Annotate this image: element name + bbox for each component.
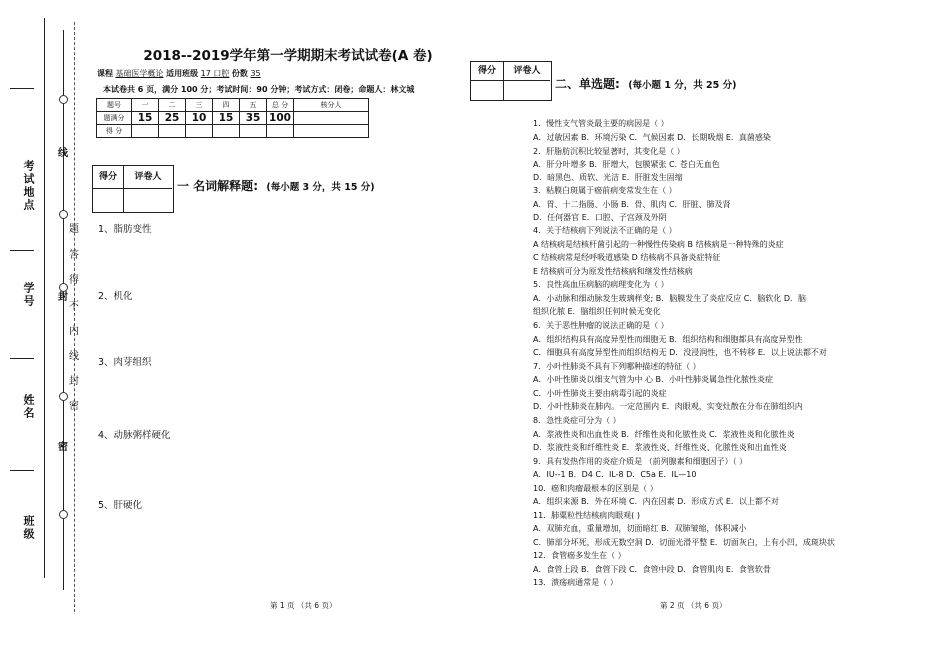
question-line: A．肝分叶增多 B．肝增大，包膜紧张 C. 苍白无血色 bbox=[533, 160, 720, 169]
score-cell[interactable] bbox=[240, 125, 267, 138]
score-cell[interactable] bbox=[159, 125, 186, 138]
score-cell: 题满分 bbox=[97, 112, 132, 125]
student-id-label: 学号 bbox=[22, 282, 35, 308]
question-line: C．小叶性肺炎主要由病毒引起的炎症 bbox=[533, 389, 667, 398]
score-cell: 二 bbox=[159, 99, 186, 112]
section1-heading: 一 名词解释题: (每小题 3 分，共 15 分) bbox=[177, 179, 375, 193]
name-label: 姓名 bbox=[22, 394, 35, 420]
blank-line bbox=[10, 88, 34, 89]
question-line: C 结核病常是经呼吸道感染 D 结核病不具备炎症特征 bbox=[533, 253, 721, 262]
question-line: 1．慢性支气管炎最主要的病因是（ ） bbox=[533, 119, 669, 128]
exam-title: 2018--2019学年第一学期期末考试试卷(A 卷) bbox=[143, 48, 433, 64]
binding-line-middle bbox=[63, 30, 64, 590]
question-line: A．双肺充血，重量增加，切面暗红 B．双肺皱缩，体积减小 bbox=[533, 524, 747, 533]
score-cell[interactable] bbox=[186, 125, 213, 138]
question-line: 5．良性高血压病脑的病理变化为（ ） bbox=[533, 280, 669, 289]
page-footer-right: 第 2 页 （共 6 页） bbox=[660, 601, 727, 610]
question-line: 4．关于结核病下列说法不正确的是（ ） bbox=[533, 226, 677, 235]
side-text-char: 不 bbox=[69, 301, 79, 312]
seal-line-char: 线 bbox=[58, 148, 68, 159]
question-line: 3．粘膜白斑属于癌前病变常发生在（ ） bbox=[533, 186, 677, 195]
question-line: D．任何器官 E．口腔、子宫颈及外阴 bbox=[533, 213, 667, 222]
score-cell: 一 bbox=[132, 99, 159, 112]
score-header: 得分 bbox=[93, 166, 124, 189]
score-table-row bbox=[97, 112, 369, 125]
binding-hole-icon bbox=[59, 283, 68, 292]
score-cell: 四 bbox=[213, 99, 240, 112]
side-text-char: 得 bbox=[69, 275, 79, 286]
score-cell: 25 bbox=[159, 112, 186, 125]
grader-header: 评卷人 bbox=[124, 166, 172, 189]
question-line: 2．肝脂肪沉积比较显著时，其变化是（ ） bbox=[533, 147, 685, 156]
side-text-char: 密 bbox=[69, 401, 79, 412]
term-item: 2、机化 bbox=[98, 291, 133, 302]
term-item: 3、肉芽组织 bbox=[98, 357, 152, 368]
score-table-row bbox=[97, 125, 369, 138]
binding-hole-icon bbox=[59, 392, 68, 401]
score-cell: 五 bbox=[240, 99, 267, 112]
question-line: 组织化脓 E．脑组织任何时候无变化 bbox=[533, 307, 661, 316]
question-line: 11．肺粟粒性结核病肉眼观( ) bbox=[533, 511, 640, 520]
question-line: 10．癌和肉瘤最根本的区别是（ ） bbox=[533, 484, 658, 493]
class-label: 班级 bbox=[22, 515, 35, 541]
score-cell: 核分人 bbox=[294, 99, 369, 112]
binding-hole-icon bbox=[59, 95, 68, 104]
side-text-char: 题 bbox=[69, 224, 79, 235]
score-cell: 10 bbox=[186, 112, 213, 125]
score-cell[interactable] bbox=[132, 125, 159, 138]
section2-title: 二、单选题 bbox=[555, 77, 616, 91]
binding-line-dashed bbox=[74, 22, 75, 612]
question-line: 8．急性炎症可分为（ ） bbox=[533, 416, 621, 425]
course-info-line bbox=[97, 68, 261, 79]
question-line: A．IU--1 B．D4 C．IL-8 D．C5a E．IL—10 bbox=[533, 470, 697, 479]
grader-box-section1 bbox=[92, 165, 174, 213]
question-line: A．浆液性炎和出血性炎 B．纤维性炎和化脓性炎 C．浆液性炎和化脓性炎 bbox=[533, 430, 795, 439]
question-line: D．浆液性炎和纤维性炎 E．浆液性炎、纤维性炎、化脓性炎和出血性炎 bbox=[533, 443, 787, 452]
grader-box-section2 bbox=[470, 61, 552, 101]
question-line: E 结核病可分为原发性结核病和继发性结核病 bbox=[533, 267, 693, 276]
question-line: A．食管上段 B．食管下段 C．食管中段 D．食管肌肉 E．食管软骨 bbox=[533, 565, 771, 574]
score-cell: 100 bbox=[267, 112, 294, 125]
question-line: D．小叶性肺炎在肺内。一定范围内 E．肉眼观，实变灶散在分布在肺组织内 bbox=[533, 402, 803, 411]
question-line: C．细胞具有高度异型性而组织结构无 D．没浸润性，也不转移 E．以上说法都不对 bbox=[533, 348, 827, 357]
class-applicable-label: 适用班级 bbox=[166, 69, 199, 78]
binding-hole-icon bbox=[59, 510, 68, 519]
score-table bbox=[96, 98, 369, 138]
exam-info-line: 本试卷共 6 页，满分 100 分；考试时间：90 分钟；考试方式：闭卷；命题人：林文城 bbox=[103, 85, 415, 94]
course-label: 课程 bbox=[97, 69, 113, 78]
seal-seal-char: 封 bbox=[58, 292, 68, 303]
blank-line bbox=[10, 470, 34, 471]
copies-label: 份数 bbox=[231, 69, 248, 78]
blank-line bbox=[10, 358, 34, 359]
question-line: A．小叶性肺炎以细支气管为中 心 B．小叶性肺炎属急性化脓性炎症 bbox=[533, 375, 774, 384]
binding-line-outer bbox=[44, 18, 45, 578]
section1-note: (每小题 3 分，共 15 分) bbox=[266, 182, 375, 193]
divider bbox=[123, 189, 124, 212]
question-line: A．组织来源 B．外在环境 C．内在因素 D．形成方式 E．以上都不对 bbox=[533, 497, 779, 506]
blank-line bbox=[10, 250, 34, 251]
question-line: A 结核病是结核杆菌引起的一种慢性传染病 B 结核病是一种特殊的炎症 bbox=[533, 240, 784, 249]
question-line: A．小动脉和细动脉发生玻璃样变; B．脑膜发生了炎症反应 C．脑软化 D．脑 bbox=[533, 294, 807, 303]
term-item: 1、脂肪变性 bbox=[98, 224, 152, 235]
divider bbox=[503, 81, 504, 100]
score-header: 得分 bbox=[471, 62, 504, 81]
question-line: 13．溃疡病通常是（ ） bbox=[533, 578, 618, 587]
score-cell bbox=[294, 112, 369, 125]
side-text-char: 线 bbox=[69, 351, 79, 362]
score-cell: 15 bbox=[213, 112, 240, 125]
question-line: 9．具有发热作用的炎症介质是 （前列腺素和细胞因子）（ ） bbox=[533, 457, 748, 466]
question-line: A．胃、十二指肠、小肠 B．骨、肌肉 C．肝脏、肺及肾 bbox=[533, 200, 731, 209]
copies-value: 35 bbox=[250, 69, 261, 78]
side-text-char: 答 bbox=[69, 250, 79, 261]
binding-margin bbox=[0, 0, 95, 658]
score-cell[interactable] bbox=[294, 125, 369, 138]
question-line: 7．小叶性肺炎不具有下列哪种描述的特征（ ） bbox=[533, 362, 701, 371]
score-cell[interactable] bbox=[213, 125, 240, 138]
binding-hole-icon bbox=[59, 210, 68, 219]
term-item: 5、肝硬化 bbox=[98, 500, 143, 511]
score-cell: 得 分 bbox=[97, 125, 132, 138]
question-line: C．肺部分坏死，形成无数空洞 D．切面光滑平整 E．切面灰白，上有小凹，成斑块状 bbox=[533, 538, 835, 547]
score-cell[interactable] bbox=[267, 125, 294, 138]
score-table-row bbox=[97, 99, 369, 112]
question-line: 6．关于恶性肿瘤的说法正确的是（ ） bbox=[533, 321, 669, 330]
section2-heading: 二、单选题: (每小题 1 分，共 25 分) bbox=[555, 77, 737, 91]
section2-note: (每小题 1 分，共 25 分) bbox=[628, 80, 737, 91]
question-line: A．过敏因素 B．环境污染 C．气候因素 D．长期吸烟 E．真菌感染 bbox=[533, 133, 771, 142]
section1-title: 一 名词解释题 bbox=[177, 179, 254, 193]
grader-header: 评卷人 bbox=[504, 62, 550, 81]
question-line: 12．食管癌多发生在（ ） bbox=[533, 551, 626, 560]
question-line: D．暗黑色、质软、光洁 E．肝脏发生固缩 bbox=[533, 173, 683, 182]
term-item: 4、动脉粥样硬化 bbox=[98, 430, 171, 441]
score-cell: 总 分 bbox=[267, 99, 294, 112]
score-cell: 三 bbox=[186, 99, 213, 112]
side-text-char: 内 bbox=[69, 326, 79, 337]
side-text-char: 封 bbox=[69, 376, 79, 387]
question-line: A．组织结构具有高度异型性而细胞无 B．组织结构和细胞都具有高度异型性 bbox=[533, 335, 803, 344]
score-cell: 题号 bbox=[97, 99, 132, 112]
class-applicable-value: 17 口腔 bbox=[200, 69, 230, 78]
page-footer-left: 第 1 页 （共 6 页） bbox=[270, 601, 337, 610]
score-cell: 15 bbox=[132, 112, 159, 125]
course-value: 基础医学概论 bbox=[115, 69, 164, 78]
exam-location-label: 考试地点 bbox=[22, 160, 35, 212]
seal-secret-char: 密 bbox=[58, 442, 68, 453]
score-cell: 35 bbox=[240, 112, 267, 125]
